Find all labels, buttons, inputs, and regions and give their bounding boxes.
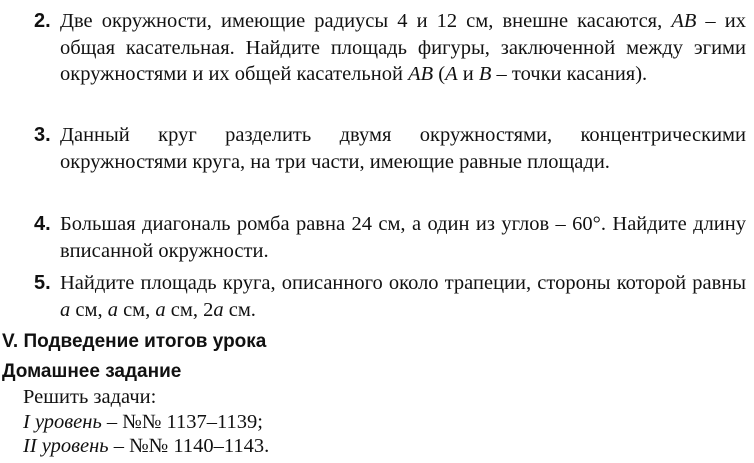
task-text: Найдите площадь круга, описанного около трапеции, стороны которой равны a см, a см, a см, 2a см. [60,272,746,321]
task-item-2 [34,8,746,88]
task-text: Большая диагональ ромба равна 24 см, а один из углов – 60°. Найдите длину вписанной окружности. [60,213,746,262]
homework-level-1 [23,410,263,434]
level-value: – №№ 1140–1143. [108,435,270,457]
task-number: 2. [34,10,51,32]
level-label: II уровень [23,435,109,457]
homework-level-2 [23,434,269,458]
task-number: 3. [34,124,51,146]
task-number: 5. [34,272,51,294]
level-value: – №№ 1137–1139; [101,411,263,433]
homework-heading: Домашнее задание [2,361,182,382]
task-text: Данный круг разделить двумя окружностями, концентрическими окружностями круга, на три части, имеющие равные площади. [60,124,746,173]
homework-intro: Решить задачи: [23,386,157,408]
task-item-4 [34,211,746,264]
task-number: 4. [34,213,51,235]
task-item-5 [34,270,746,323]
task-item-3 [34,122,746,175]
level-label: I уровень [23,411,102,433]
task-text: Две окружности, имеющие радиусы 4 и 12 см, внешне касаются, AB – их общая касательная. Найдите площадь фигуры, заключенной между эгими окружностями и их общей касательной AB (A и B – точки касания). [60,10,746,85]
section-heading: V. Подведение итогов урока [2,331,267,352]
